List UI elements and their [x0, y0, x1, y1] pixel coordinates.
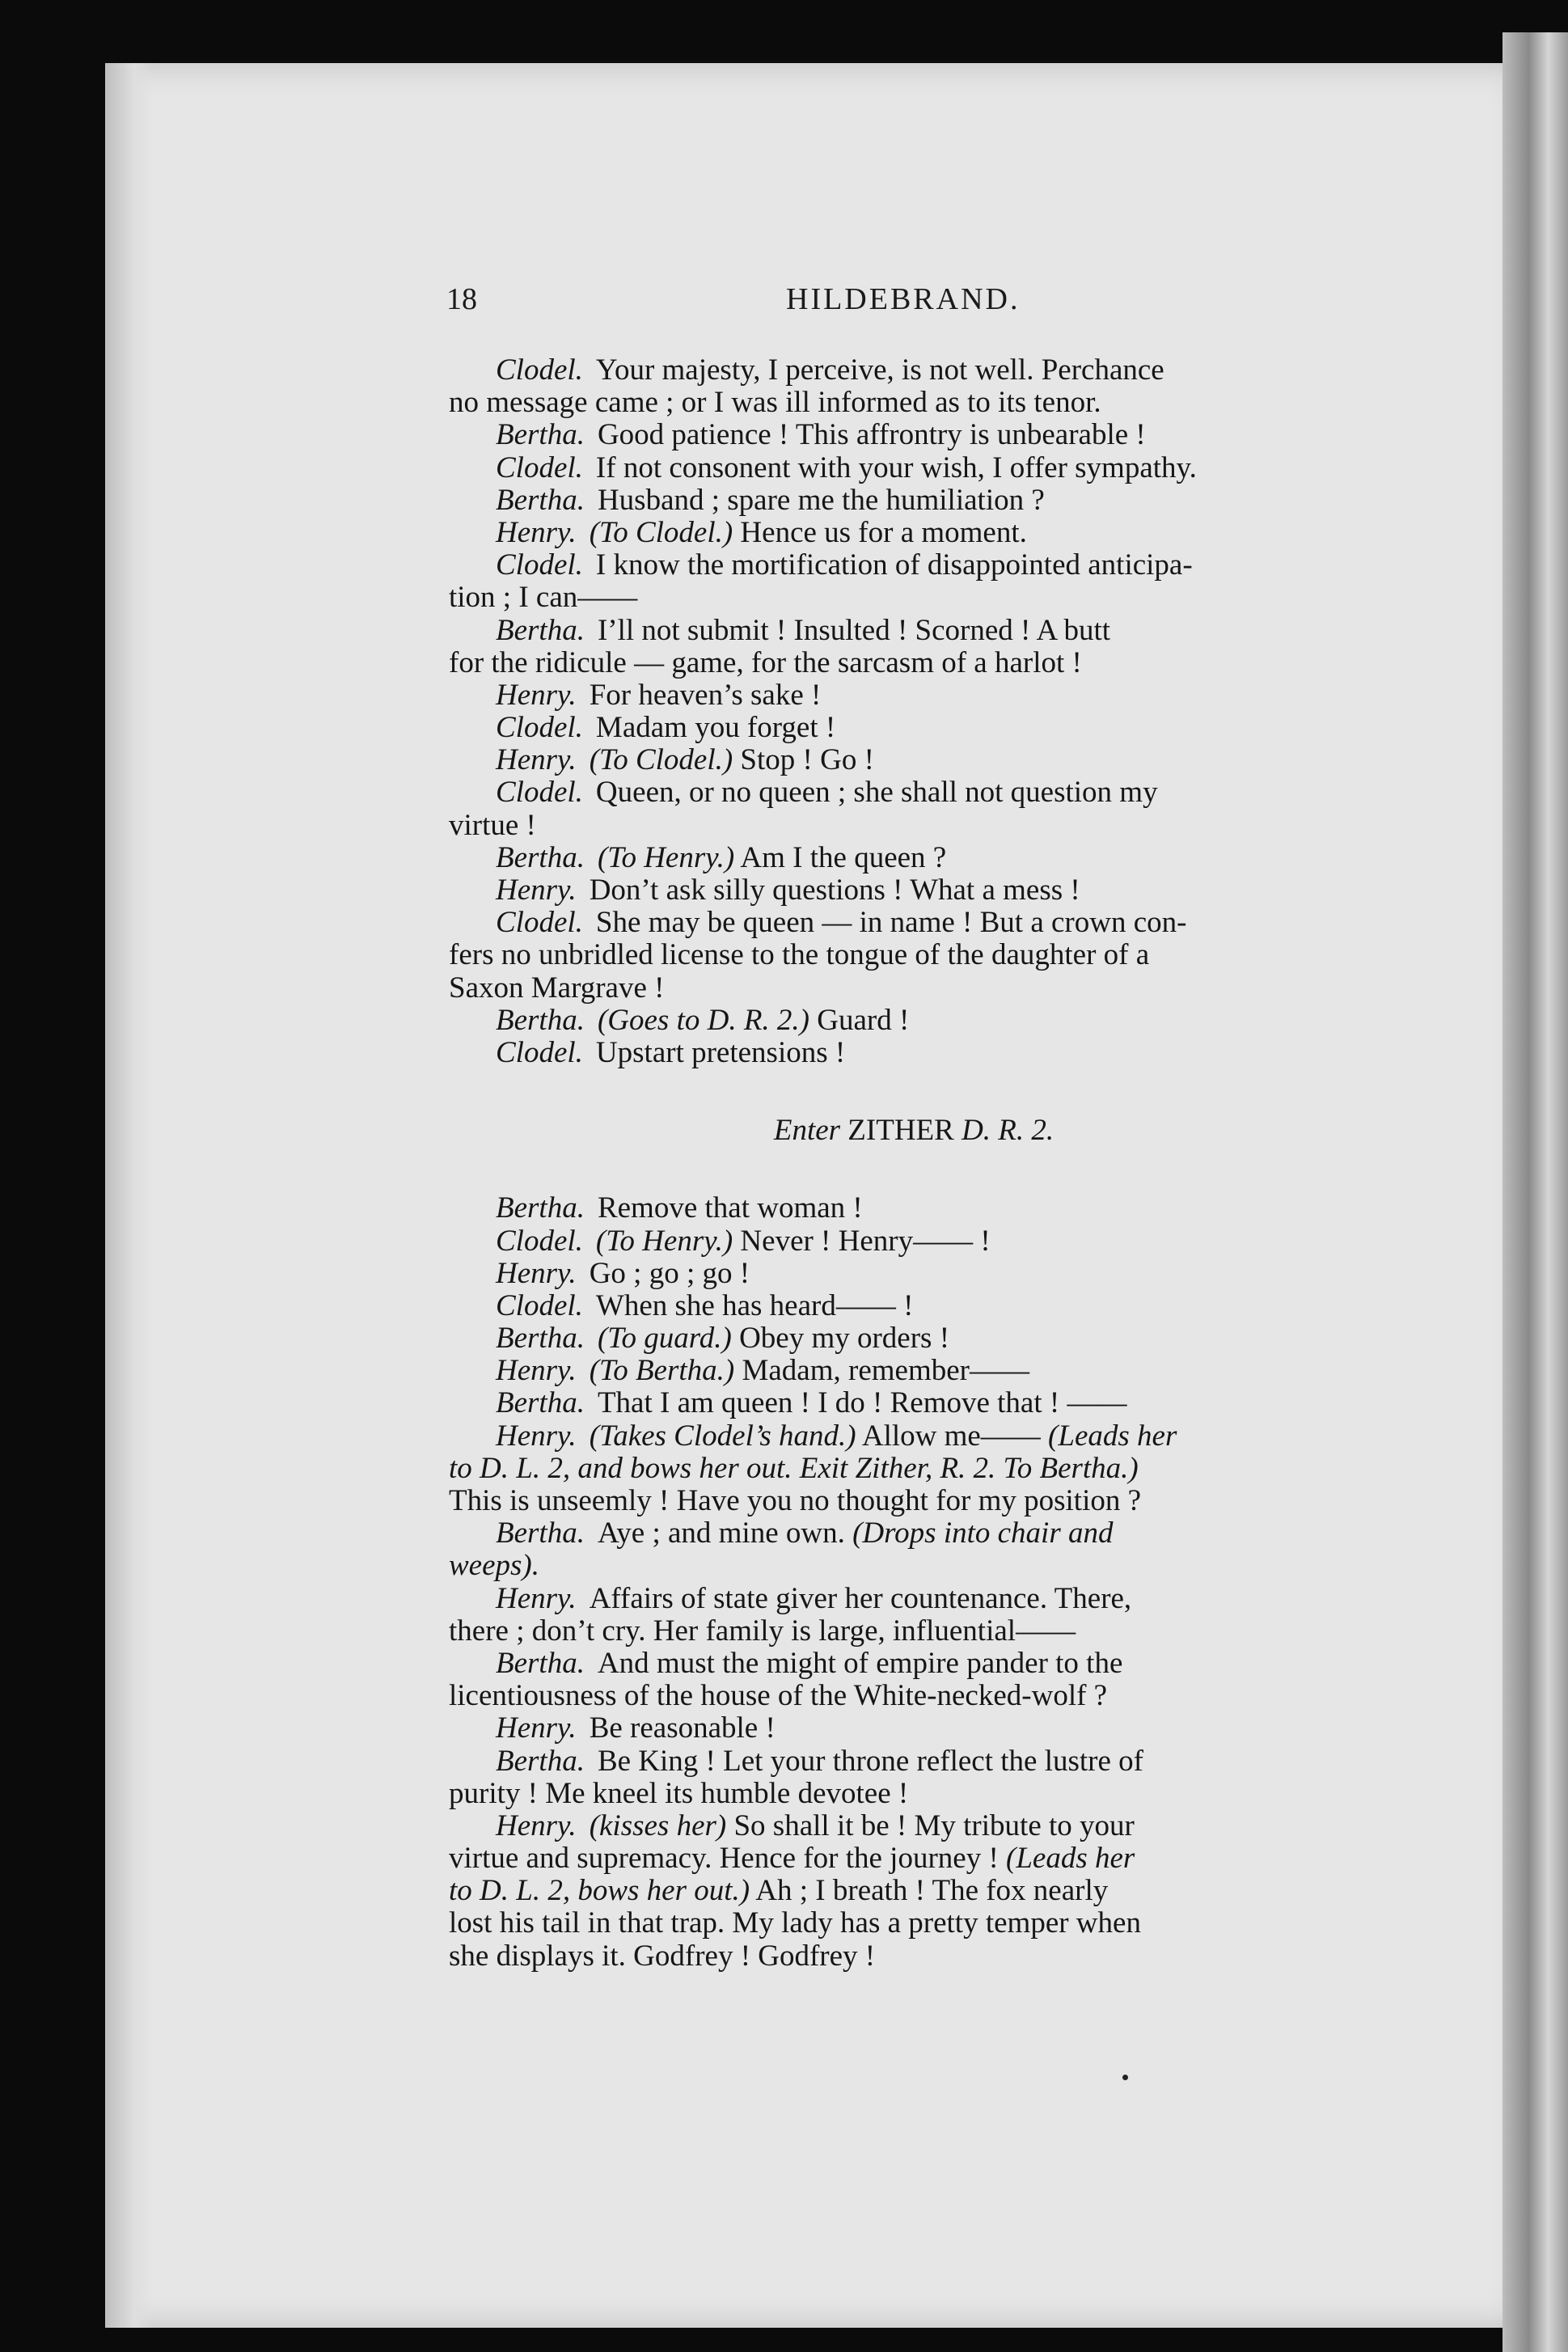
stage-direction: (Takes Clodel’s hand.): [589, 1419, 856, 1453]
speaker-name: Bertha.: [496, 1003, 585, 1037]
speaker-name: Clodel.: [496, 711, 583, 745]
line-text: For heaven’s sake !: [589, 678, 822, 712]
text-line: [449, 1615, 1379, 1648]
text-line: [449, 517, 1379, 549]
line-text: Go ; go ; go !: [589, 1256, 750, 1290]
stage-direction: (Drops into chair and: [852, 1517, 1114, 1550]
line-text: no message came ; or I was ill informed as to its tenor.: [449, 386, 1101, 420]
line-text: Saxon Margrave !: [449, 971, 665, 1005]
speaker-name: Clodel.: [496, 1288, 583, 1322]
line-text: virtue and supremacy. Hence for the journey !: [449, 1842, 999, 1876]
line-text: fers no unbridled license to the tongue of the daughter of a: [449, 938, 1150, 972]
stage-direction: (To Bertha.): [589, 1354, 735, 1388]
speaker-name: Clodel.: [496, 1035, 583, 1069]
ink-speck: [1122, 2075, 1128, 2080]
text-line: [449, 1583, 1379, 1615]
page-left-edge: [105, 63, 154, 2328]
line-text-tail: tribute to your: [963, 1808, 1135, 1842]
entrance-post: D. R. 2.: [962, 1114, 1054, 1148]
stage-direction: (Leads her: [1006, 1842, 1135, 1876]
text-line: [449, 582, 1379, 614]
text-line: [449, 874, 1379, 907]
text-line: [449, 1712, 1379, 1745]
text-line: [449, 1037, 1379, 1069]
text-line: [449, 1875, 1379, 1907]
stage-direction: (To Clodel.): [589, 515, 733, 549]
speaker-name: Henry.: [496, 515, 577, 549]
line-text: That I am queen ! I do ! Remove that ! ——: [597, 1386, 1127, 1420]
line-text: Remove that woman !: [597, 1191, 863, 1225]
line-text: purity ! Me kneel its humble devotee !: [449, 1776, 909, 1810]
text-line: [449, 810, 1379, 842]
line-text: Stop ! Go !: [740, 743, 874, 777]
text-line: [449, 1940, 1379, 1973]
text-line: [449, 1810, 1379, 1842]
speaker-name: Henry.: [496, 1711, 577, 1745]
line-text: I’ll not submit ! Insulted ! Scorned ! A butt: [597, 613, 1111, 647]
stage-direction: (Leads her: [1048, 1419, 1177, 1453]
line-text: lost his tail in that trap. My lady has a pretty temper when: [449, 1906, 1141, 1940]
speaker-name: Clodel.: [496, 1224, 583, 1258]
line-text: Aye ; and mine own.: [597, 1517, 845, 1550]
speaker-name: Henry.: [496, 1581, 577, 1615]
line-text: So shall it be ! My: [733, 1808, 956, 1842]
line-text: she displays it. Godfrey ! Godfrey !: [449, 1939, 876, 1973]
line-text: Good patience ! This affrontry is unbearable !: [597, 418, 1146, 452]
line-text: for the ridicule — game, for the sarcasm of a harlot !: [449, 645, 1082, 679]
stage-direction: (To guard.): [597, 1322, 732, 1356]
entrance-pre: Enter: [773, 1114, 841, 1148]
line-text: Be King ! Let your throne reflect the lustre of: [597, 1744, 1143, 1778]
speaker-name: Bertha.: [496, 418, 585, 452]
text-line: [449, 1907, 1379, 1940]
speaker-name: Henry.: [496, 678, 577, 712]
line-text: Obey my orders !: [739, 1322, 950, 1356]
dialogue-block-1: [449, 354, 1379, 1069]
line-text: Ah ; I breath ! The fox nearly: [755, 1874, 1109, 1908]
stage-direction-entrance: [449, 1115, 1379, 1147]
text-line: [449, 1550, 1379, 1582]
text-line: [449, 484, 1379, 517]
line-text: And must the might of empire pander to the: [597, 1646, 1123, 1680]
text-line: [449, 1420, 1379, 1453]
page-number: 18: [446, 282, 477, 316]
text-line: [449, 1453, 1379, 1485]
text-line: [449, 744, 1379, 776]
stage-direction: to D. L. 2, and bows her out. Exit Zither, R. 2. To Bertha.): [449, 1451, 1139, 1485]
stage-direction: weeps).: [449, 1549, 539, 1583]
line-text: virtue !: [449, 808, 536, 842]
speaker-name: Bertha.: [496, 1322, 585, 1356]
line-text: Be reasonable !: [589, 1711, 776, 1745]
line-text: Affairs of state giver her countenance. There,: [589, 1581, 1132, 1615]
speaker-name: Clodel.: [496, 353, 583, 387]
text-line: [449, 1745, 1379, 1778]
speaker-name: Henry.: [496, 1808, 577, 1842]
speaker-name: Clodel.: [496, 776, 583, 810]
text-line: [449, 679, 1379, 712]
line-text: When she has heard—— !: [595, 1288, 914, 1322]
line-text: Am I the queen ?: [740, 840, 947, 874]
text-line: [449, 907, 1379, 939]
page-header: [446, 281, 1401, 330]
text-line: [449, 387, 1379, 419]
line-text: Guard !: [817, 1003, 910, 1037]
stage-direction: (To Clodel.): [589, 743, 733, 777]
line-text-tail: Henry—— !: [838, 1224, 991, 1258]
speaker-name: Clodel.: [496, 548, 583, 582]
stage-direction: (To Henry.): [595, 1224, 733, 1258]
text-line: [449, 452, 1379, 484]
line-text: Madam you forget !: [595, 711, 836, 745]
speaker-name: Bertha.: [496, 613, 585, 647]
line-text: there ; don’t cry. Her family is large, influential——: [449, 1614, 1076, 1648]
line-text: I know the mortification of disappointed anticipa-: [595, 548, 1193, 582]
speaker-name: Henry.: [496, 874, 577, 907]
speaker-name: Bertha.: [496, 840, 585, 874]
line-text: If not consonent with your wish, I offer sympathy.: [595, 451, 1197, 484]
stage-direction: (To Henry.): [597, 840, 735, 874]
line-text: Queen, or no queen ; she shall not question my: [595, 776, 1158, 810]
entrance-name: ZITHER: [847, 1114, 954, 1148]
line-text: Husband ; spare me the humiliation ?: [597, 483, 1045, 517]
speaker-name: Bertha.: [496, 1386, 585, 1420]
speaker-name: Henry.: [496, 743, 577, 777]
stage-direction: (Goes to D. R. 2.): [597, 1003, 809, 1037]
page-right-edge: [1502, 32, 1568, 2352]
text-line: [449, 1322, 1379, 1355]
text-line: [449, 1387, 1379, 1419]
speaker-name: Bertha.: [496, 1517, 585, 1550]
text-line: [449, 1192, 1379, 1225]
text-line: [449, 1005, 1379, 1037]
speaker-name: Clodel.: [496, 906, 583, 940]
text-line: [449, 647, 1379, 679]
text-line: [449, 1778, 1379, 1810]
text-line: [449, 1485, 1379, 1517]
line-text: Don’t ask silly questions ! What a mess !: [589, 874, 1080, 907]
text-line: [449, 1680, 1379, 1712]
text-line: [449, 712, 1379, 744]
line-text: She may be queen — in name ! But a crown con-: [595, 906, 1187, 940]
text-line: [449, 1842, 1379, 1875]
line-text: This is unseemly ! Have you no thought for my position ?: [449, 1484, 1142, 1517]
text-line: [449, 939, 1379, 971]
line-text: Allow me——: [861, 1419, 1041, 1453]
speaker-name: Bertha.: [496, 1191, 585, 1225]
text-line: [449, 972, 1379, 1005]
speaker-name: Bertha.: [496, 483, 585, 517]
line-text: Hence us for a moment.: [740, 515, 1027, 549]
speaker-name: Clodel.: [496, 451, 583, 484]
line-text: licentiousness of the house of the White-necked-wolf ?: [449, 1679, 1108, 1713]
speaker-name: Henry.: [496, 1256, 577, 1290]
line-text: Your majesty, I perceive, is not well. Perchance: [595, 353, 1164, 387]
spacer: [449, 1069, 1379, 1115]
line-text: Madam, remember——: [742, 1354, 1029, 1388]
text-line: [449, 549, 1379, 582]
text-line: [449, 1517, 1379, 1550]
speaker-name: Henry.: [496, 1419, 577, 1453]
text-line: [449, 615, 1379, 647]
line-text: tion ; I can——: [449, 581, 638, 615]
speaker-name: Bertha.: [496, 1646, 585, 1680]
text-line: [449, 842, 1379, 874]
text-line: [449, 1355, 1379, 1387]
text-line: [449, 1290, 1379, 1322]
stage-direction: to D. L. 2, bows her out.): [449, 1874, 750, 1908]
line-text: Never !: [740, 1224, 831, 1258]
dialogue-text: [449, 354, 1379, 1973]
speaker-name: Bertha.: [496, 1744, 585, 1778]
text-line: [449, 776, 1379, 809]
text-line: [449, 354, 1379, 387]
text-line: [449, 1225, 1379, 1258]
speaker-name: Henry.: [496, 1354, 577, 1388]
running-title: HILDEBRAND.: [786, 282, 1021, 316]
stage-direction: (kisses her): [589, 1808, 727, 1842]
text-line: [449, 1648, 1379, 1680]
line-text: Upstart pretensions !: [595, 1035, 846, 1069]
spacer: [449, 1147, 1379, 1192]
text-line: [449, 419, 1379, 451]
text-line: [449, 1258, 1379, 1290]
dialogue-block-2: [449, 1192, 1379, 1973]
